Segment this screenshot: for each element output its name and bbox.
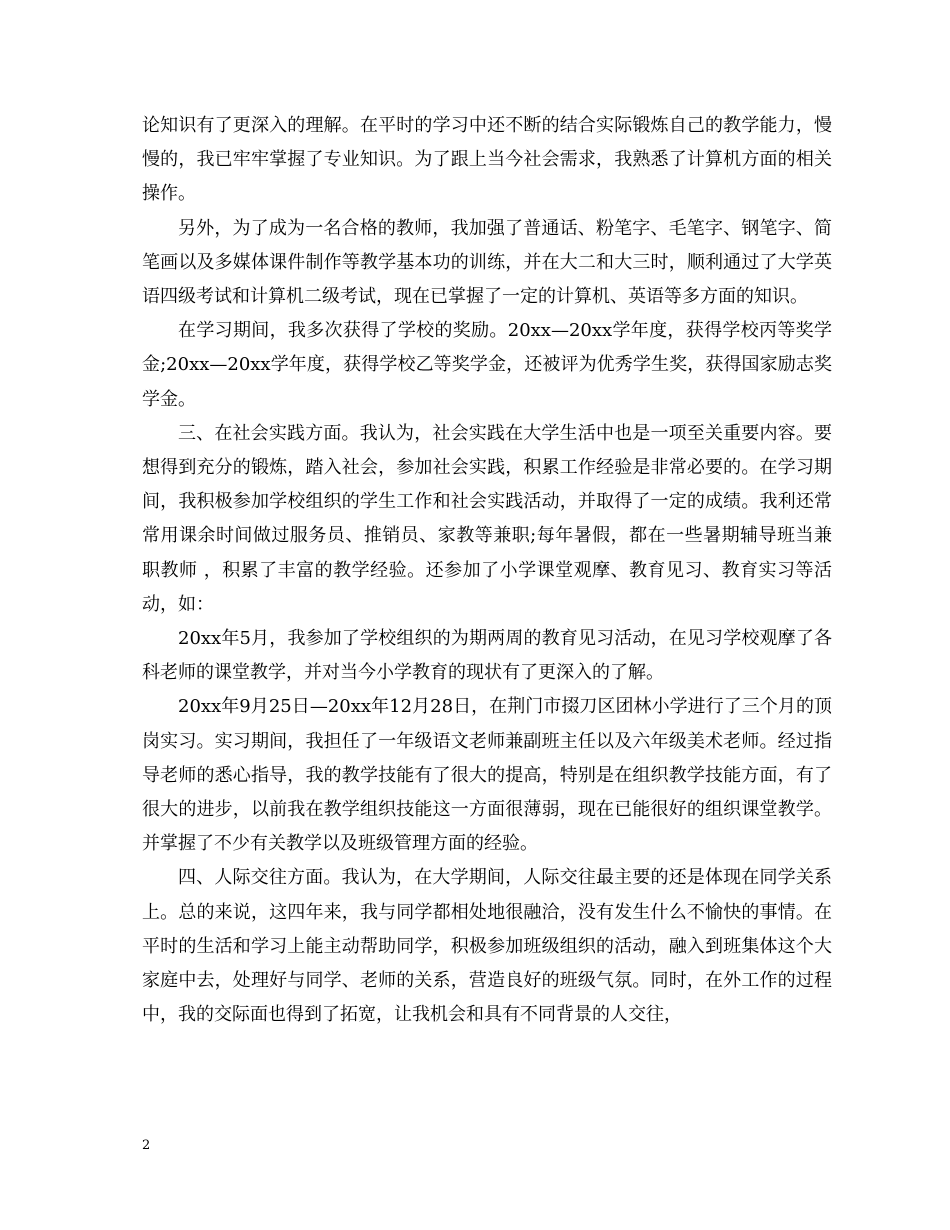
paragraph-5: 20xx年5月，我参加了学校组织的为期两周的教育见习活动，在见习学校观摩了各科老师的课堂教学，并对当今小学教育的现状有了更深入的了解。	[142, 628, 832, 684]
paragraph-3: 在学习期间，我多次获得了学校的奖励。20xx—20xx学年度，获得学校丙等奖学金;20xx—20xx学年度，获得学校乙等奖学金，还被评为优秀学生奖，获得国家励志奖学金。	[142, 320, 832, 410]
paragraph-1: 论知识有了更深入的理解。在平时的学习中还不断的结合实际锻炼自己的教学能力，慢慢的，我已牢牢掌握了专业知识。为了跟上当今社会需求，我熟悉了计算机方面的相关操作。	[142, 115, 832, 205]
paragraph-2: 另外，为了成为一名合格的教师，我加强了普通话、粉笔字、毛笔字、钢笔字、简笔画以及多媒体课件制作等教学基本功的训练，并在大二和大三时，顺利通过了大学英语四级考试和计算机二级考试，现在已掌握了一定的计算机、英语等多方面的知识。	[142, 217, 832, 308]
paragraph-6: 20xx年9月25日—20xx年12月28日，在荆门市掇刀区团林小学进行了三个月的顶岗实习。实习期间，我担任了一年级语文老师兼副班主任以及六年级美术老师。经过指导老师的悉心指导，我的教学技能有了很大的提高，特别是在组织教学技能方面，有了很大的进步，以前我在教学组织技能这一方面很薄弱，现在已能很好的组织课堂教学。并掌握了不少有关教学以及班级管理方面的经验。	[142, 696, 832, 855]
paragraph-7: 四、人际交往方面。我认为，在大学期间，人际交往最主要的还是体现在同学关系上。总的来说，这四年来，我与同学都相处地很融洽，没有发生什么不愉快的事情。在平时的生活和学习上能主动帮助同学，积极参加班级组织的活动，融入到班集体这个大家庭中去，处理好与同学、老师的关系，营造良好的班级气氛。同时，在外工作的过程中，我的交际面也得到了拓宽，让我机会和具有不同背景的人交往，	[142, 867, 832, 1026]
document-body	[142, 109, 832, 1032]
page-number: 2	[142, 1138, 151, 1153]
paragraph-4: 三、在社会实践方面。我认为，社会实践在大学生活中也是一项至关重要内容。要想得到充分的锻炼，踏入社会，参加社会实践，积累工作经验是非常必要的。在学习期间，我积极参加学校组织的学生工作和社会实践活动，并取得了一定的成绩。我利还常常用课余时间做过服务员、推销员、家教等兼职;每年暑假，都在一些暑期辅导班当兼职教师 ，积累了丰富的教学经验。还参加了小学课堂观摩、教育见习、教育实习等活动，如：	[142, 422, 832, 615]
